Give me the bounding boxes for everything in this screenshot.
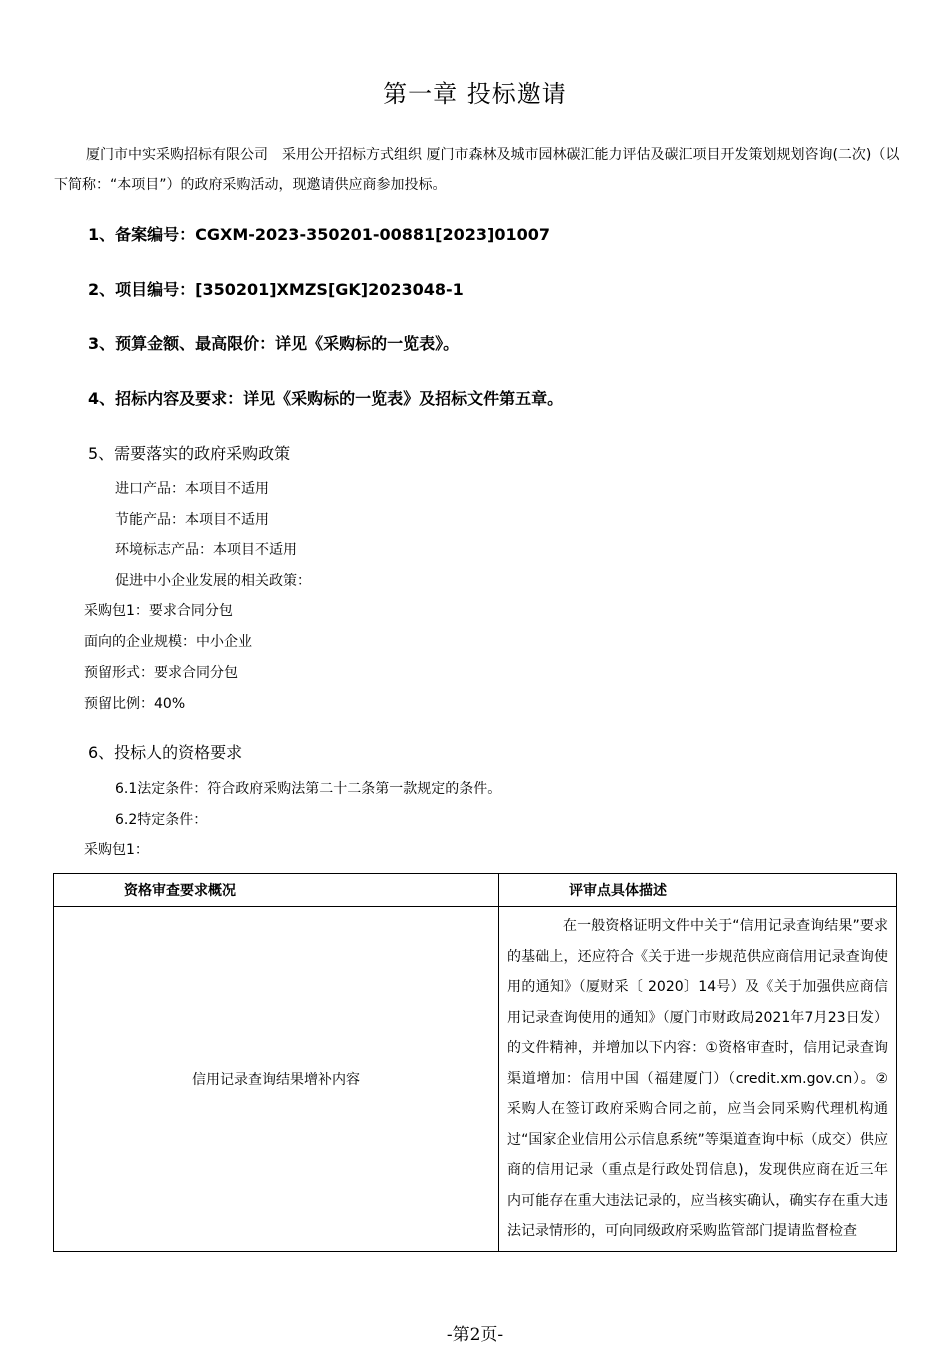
table-cell-requirement: 信用记录查询结果增补内容 xyxy=(54,907,499,1252)
table-header-row xyxy=(54,874,897,907)
qual-package: 采购包1： xyxy=(84,842,149,858)
intro-paragraph: 厦门市中实采购招标有限公司 采用公开招标方式组织 厦门市森林及城市园林碳汇能力评估及碳汇项目开发策划规划咨询(二次)（以下简称：“本项目”）的政府采购活动，现邀请供应商参加投标。 xyxy=(54,147,900,193)
qual-legal: 6.1法定条件：符合政府采购法第二十二条第一款规定的条件。 xyxy=(115,781,502,797)
policy-energy: 节能产品：本项目不适用 xyxy=(115,512,269,528)
table-header-description: 评审点具体描述 xyxy=(499,874,897,907)
policy-ratio: 预留比例：40% xyxy=(84,696,186,712)
section-content: 4、招标内容及要求：详见《采购标的一览表》及招标文件第五章。 xyxy=(88,389,564,408)
policy-scale: 面向的企业规模：中小企业 xyxy=(84,634,252,650)
section-qualification: 6、投标人的资格要求 xyxy=(88,743,243,762)
policy-import: 进口产品：本项目不适用 xyxy=(115,481,269,497)
section-project-number: 2、项目编号：[350201]XMZS[GK]2023048-1 xyxy=(88,280,464,299)
page-number: -第2页- xyxy=(446,1325,504,1345)
policy-sme: 促进中小企业发展的相关政策： xyxy=(115,573,311,589)
table-row xyxy=(54,907,897,1252)
qualification-table xyxy=(53,873,897,1252)
section-policy: 5、需要落实的政府采购政策 xyxy=(88,444,291,463)
qual-special: 6.2特定条件： xyxy=(115,812,208,828)
policy-package: 采购包1：要求合同分包 xyxy=(84,603,233,619)
chapter-title: 第一章 投标邀请 xyxy=(383,80,567,108)
section-filing-number: 1、备案编号：CGXM-2023-350201-00881[2023]01007 xyxy=(88,225,551,244)
table-cell-description: 在一般资格证明文件中关于“信用记录查询结果”要求的基础上，还应符合《关于进一步规范供应商信用记录查询使用的通知》（厦财采〔 2020〕14号）及《关于加强供应商信用记录查询使用的通知》（厦门市财政局2021年7月23日发）的文件精神，并增加以下内容：①资格审查时，信用记录查询渠道增加：信用中国（福建厦门）（credit.xm.gov.cn）。②采购人在签订政府采购合同之前，应当会同采购代理机构通过“国家企业信用公示信息系统”等渠道查询中标（成交）供应商的信用记录（重点是行政处罚信息)，发现供应商在近三年内可能存在重大违法记录的，应当核实确认，确实存在重大违法记录情形的，可向同级政府采购监管部门提请监督检查 xyxy=(499,907,897,1252)
section-budget: 3、预算金额、最高限价：详见《采购标的一览表》。 xyxy=(88,334,460,353)
policy-form: 预留形式：要求合同分包 xyxy=(84,665,238,681)
policy-env: 环境标志产品：本项目不适用 xyxy=(115,542,297,558)
table-header-overview: 资格审查要求概况 xyxy=(54,874,499,907)
